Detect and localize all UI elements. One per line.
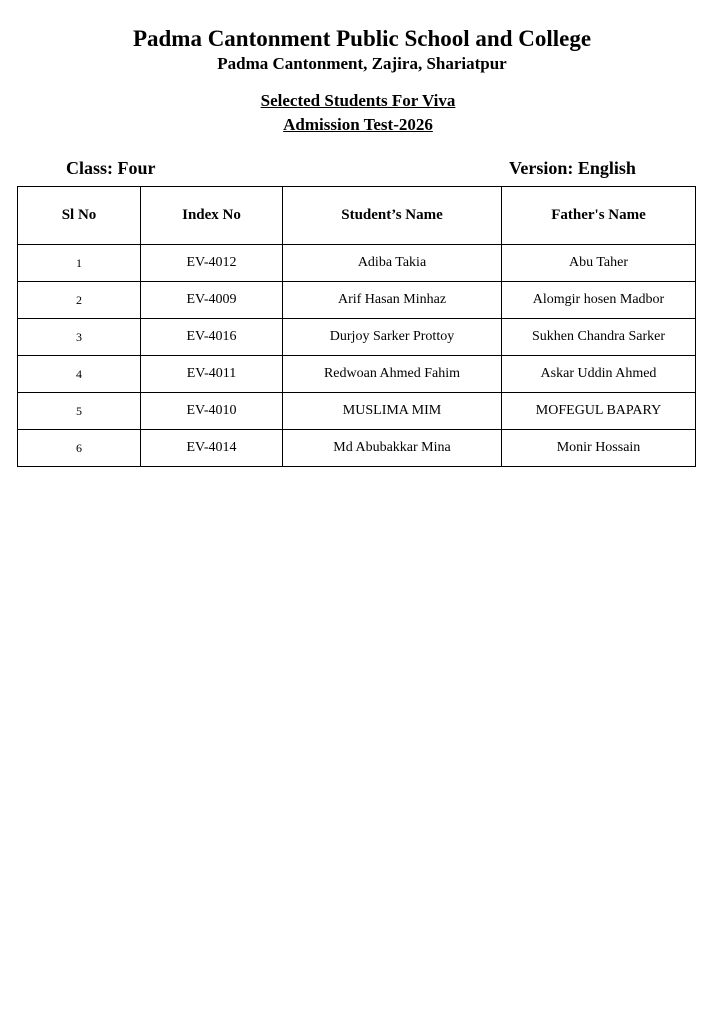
selected-students-table (17, 186, 696, 467)
cell-sl-no: 4 (18, 356, 141, 393)
cell-father-name: Sukhen Chandra Sarker (502, 319, 696, 356)
cell-student-name: Md Abubakkar Mina (283, 430, 502, 467)
header-sl-no: Sl No (18, 187, 141, 245)
cell-student-name: MUSLIMA MIM (283, 393, 502, 430)
cell-father-name: MOFEGUL BAPARY (502, 393, 696, 430)
cell-father-name: Askar Uddin Ahmed (502, 356, 696, 393)
cell-father-name: Abu Taher (502, 245, 696, 282)
table-row (18, 430, 696, 467)
cell-index-no: EV-4016 (141, 319, 283, 356)
header-student-name: Student’s Name (283, 187, 502, 245)
cell-student-name: Adiba Takia (283, 245, 502, 282)
version-label: Version: English (509, 158, 636, 178)
cell-index-no: EV-4014 (141, 430, 283, 467)
cell-index-no: EV-4009 (141, 282, 283, 319)
cell-index-no: EV-4010 (141, 393, 283, 430)
list-title: Selected Students For Viva (260, 91, 456, 110)
table-row (18, 319, 696, 356)
table-row (18, 356, 696, 393)
cell-student-name: Redwoan Ahmed Fahim (283, 356, 502, 393)
table-row (18, 393, 696, 430)
cell-student-name: Arif Hasan Minhaz (283, 282, 502, 319)
header-index-no: Index No (141, 187, 283, 245)
cell-student-name: Durjoy Sarker Prottoy (283, 319, 502, 356)
admission-test-title: Admission Test-2026 (283, 115, 433, 134)
table-row (18, 282, 696, 319)
cell-index-no: EV-4012 (141, 245, 283, 282)
table-row (18, 245, 696, 282)
cell-sl-no: 2 (18, 282, 141, 319)
cell-sl-no: 5 (18, 393, 141, 430)
cell-sl-no: 3 (18, 319, 141, 356)
school-name: Padma Cantonment Public School and College (132, 26, 592, 51)
cell-index-no: EV-4011 (141, 356, 283, 393)
header-father-name: Father's Name (502, 187, 696, 245)
school-address: Padma Cantonment, Zajira, Shariatpur (217, 54, 507, 73)
cell-father-name: Alomgir hosen Madbor (502, 282, 696, 319)
cell-sl-no: 1 (18, 245, 141, 282)
cell-father-name: Monir Hossain (502, 430, 696, 467)
table-header-row (18, 187, 696, 245)
cell-sl-no: 6 (18, 430, 141, 467)
class-label: Class: Four (66, 158, 156, 178)
